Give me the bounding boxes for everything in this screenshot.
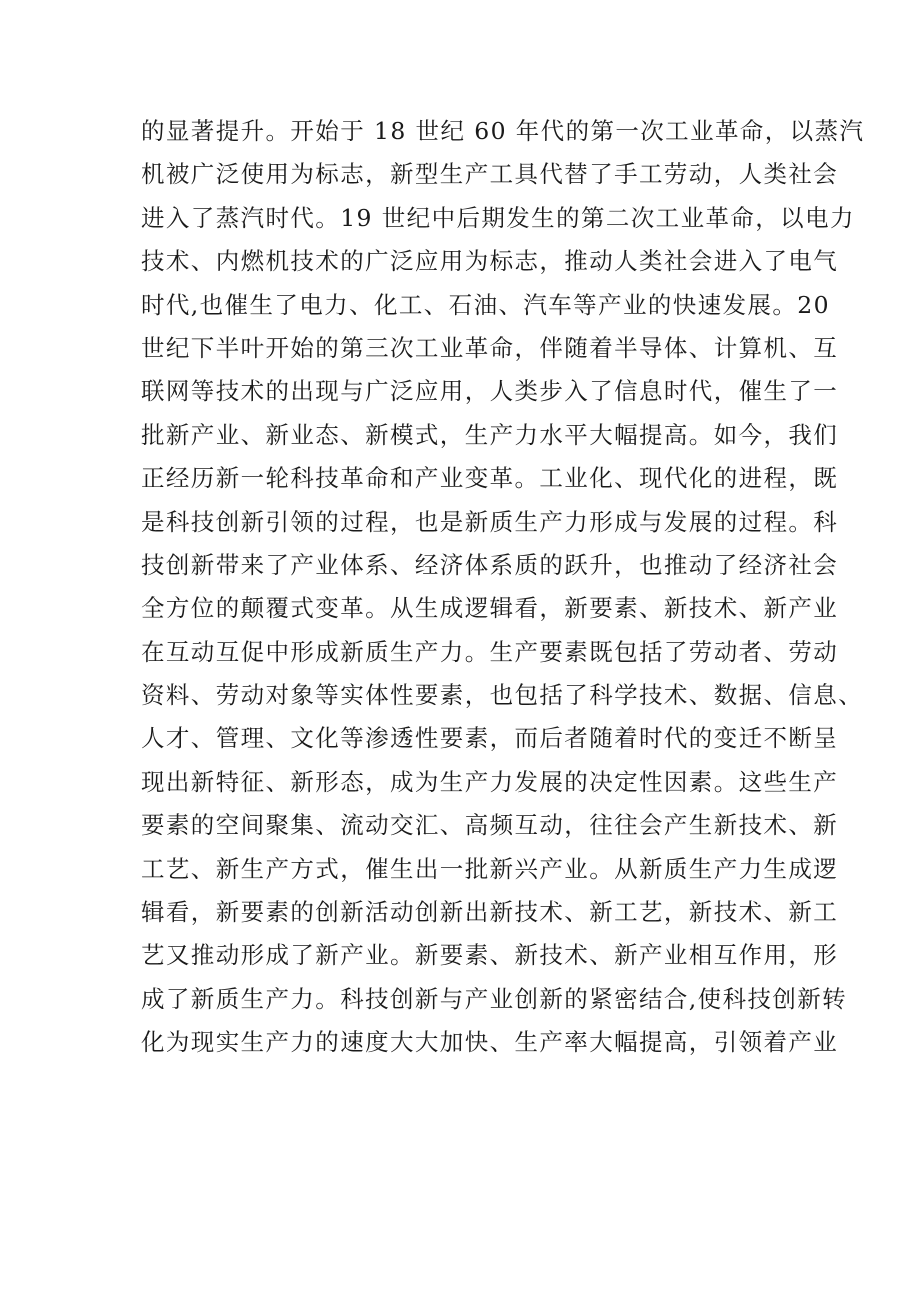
text-line: 在互动互促中形成新质生产力。生产要素既包括了劳动者、劳动	[141, 637, 839, 666]
text-line: 世纪下半叶开始的第三次工业革命，伴随着半导体、计算机、互	[141, 333, 839, 362]
text-line: 化为现实生产力的速度大大加快、生产率大幅提高，引领着产业	[141, 1028, 839, 1057]
text-line: 要素的空间聚集、流动交汇、高频互动，往往会产生新技术、新	[141, 811, 839, 840]
text-line: 辑看，新要素的创新活动创新出新技术、新工艺，新技术、新工	[141, 898, 839, 927]
text-line: 人才、管理、文化等渗透性要素，而后者随着时代的变迁不断呈	[141, 724, 839, 753]
text-line: 时代,也催生了电力、化工、石油、汽车等产业的快速发展。20	[141, 290, 830, 319]
text-line: 资料、劳动对象等实体性要素，也包括了科学技术、数据、信息、	[141, 681, 864, 710]
text-line: 成了新质生产力。科技创新与产业创新的紧密结合,使科技创新转	[141, 984, 848, 1013]
text-line: 正经历新一轮科技革命和产业变革。工业化、现代化的进程，既	[141, 464, 839, 493]
text-line: 全方位的颠覆式变革。从生成逻辑看，新要素、新技术、新产业	[141, 594, 839, 623]
text-line: 工艺、新生产方式，催生出一批新兴产业。从新质生产力生成逻	[141, 854, 839, 883]
text-line: 艺又推动形成了新产业。新要素、新技术、新产业相互作用，形	[141, 941, 839, 970]
text-line: 机被广泛使用为标志，新型生产工具代替了手工劳动，人类社会	[141, 160, 839, 189]
text-line: 现出新特征、新形态，成为生产力发展的决定性因素。这些生产	[141, 767, 839, 796]
text-line: 是科技创新引领的过程，也是新质生产力形成与发展的过程。科	[141, 507, 839, 536]
text-line: 联网等技术的出现与广泛应用，人类步入了信息时代，催生了一	[141, 377, 839, 406]
text-line: 进入了蒸汽时代。19 世纪中后期发生的第二次工业革命，以电力	[141, 203, 855, 232]
text-line: 技术、内燃机技术的广泛应用为标志，推动人类社会进入了电气	[141, 247, 839, 276]
body-text	[141, 110, 865, 1065]
text-line: 批新产业、新业态、新模式，生产力水平大幅提高。如今，我们	[141, 420, 839, 449]
text-line: 技创新带来了产业体系、经济体系质的跃升，也推动了经济社会	[141, 550, 839, 579]
text-line: 的显著提升。开始于 18 世纪 60 年代的第一次工业革命，以蒸汽	[141, 117, 865, 145]
